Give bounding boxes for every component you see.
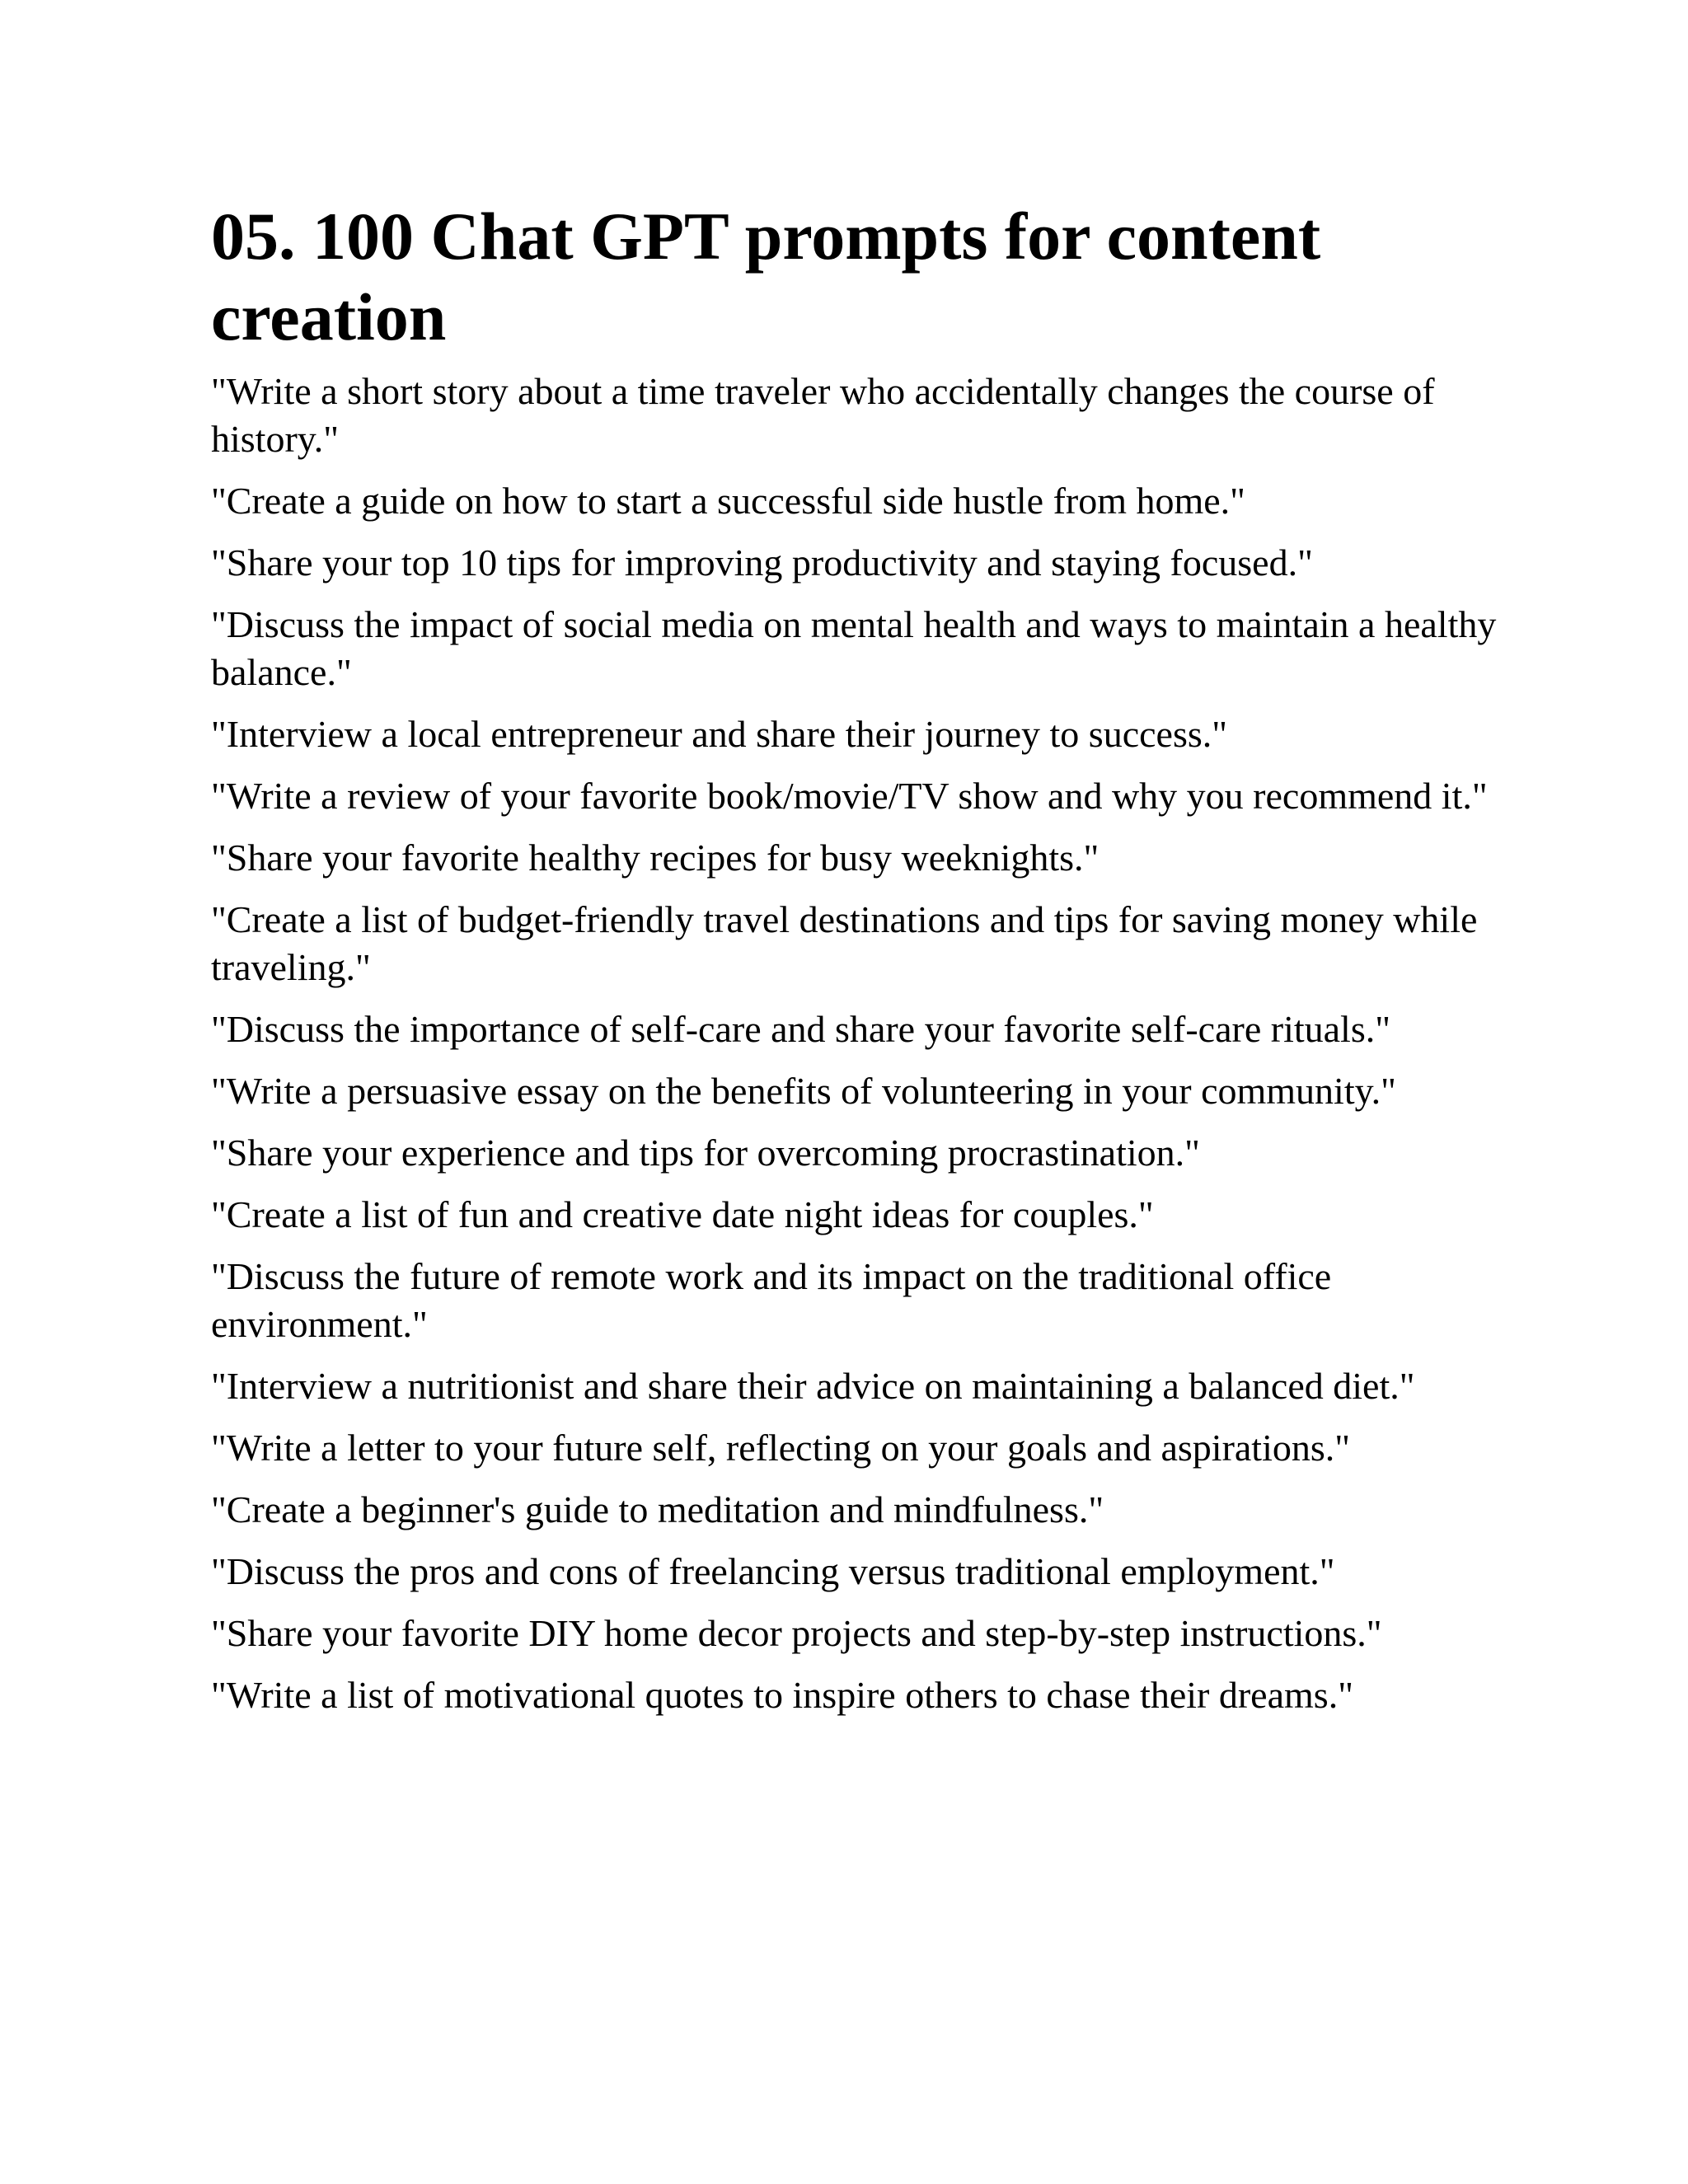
prompt-item: "Write a review of your favorite book/movie/TV show and why you recommend it." <box>211 775 1488 817</box>
prompt-item: "Share your experience and tips for overcoming procrastination." <box>211 1132 1200 1174</box>
prompt-item: "Discuss the importance of self-care and share your favorite self-care rituals." <box>211 1008 1391 1050</box>
prompt-item: "Interview a local entrepreneur and share their journey to success." <box>211 713 1228 755</box>
prompt-item: "Discuss the pros and cons of freelancing versus traditional employment." <box>211 1550 1335 1592</box>
prompt-item: "Discuss the impact of social media on mental health and ways to maintain a healthy balance." <box>211 603 1497 693</box>
prompt-item: "Write a short story about a time traveler who accidentally changes the course of history." <box>211 370 1435 460</box>
page-content <box>211 196 1497 1733</box>
prompt-item: "Share your top 10 tips for improving productivity and staying focused." <box>211 541 1313 583</box>
prompt-item: "Share your favorite DIY home decor projects and step-by-step instructions." <box>211 1612 1382 1654</box>
prompt-item: "Create a guide on how to start a successful side hustle from home." <box>211 480 1245 522</box>
prompt-item: "Create a list of fun and creative date night ideas for couples." <box>211 1193 1154 1235</box>
prompt-item: "Write a list of motivational quotes to inspire others to chase their dreams." <box>211 1674 1353 1716</box>
prompt-item: "Create a list of budget-friendly travel destinations and tips for saving money while traveling." <box>211 898 1478 988</box>
prompt-item: "Create a beginner's guide to meditation and mindfulness." <box>211 1488 1104 1530</box>
prompt-item: "Interview a nutritionist and share their advice on maintaining a balanced diet." <box>211 1365 1415 1407</box>
prompt-item: "Write a persuasive essay on the benefits of volunteering in your community." <box>211 1070 1396 1112</box>
prompt-item: "Share your favorite healthy recipes for busy weeknights." <box>211 837 1100 879</box>
prompt-list <box>211 368 1497 1719</box>
page-title: 05. 100 Chat GPT prompts for content creation <box>211 199 1321 354</box>
prompt-item: "Write a letter to your future self, reflecting on your goals and aspirations." <box>211 1427 1351 1469</box>
prompt-item: "Discuss the future of remote work and its impact on the traditional office environment." <box>211 1255 1332 1345</box>
